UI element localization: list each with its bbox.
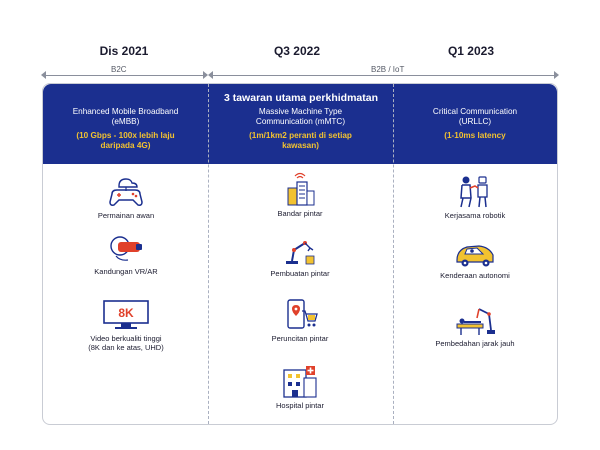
service-label: Kandungan VR/AR <box>94 267 158 276</box>
service-label-line: (8K dan ke atas, UHD) <box>88 343 164 352</box>
service-label: Pembedahan jarak jauh <box>435 339 515 348</box>
service-label: Kenderaan autonomi <box>440 271 510 280</box>
8k-monitor-icon <box>101 299 151 331</box>
service-item-remote-surgery <box>400 304 550 348</box>
b2c-scope-line <box>45 75 203 76</box>
service-label: Pembuatan pintar <box>270 269 330 278</box>
service-label: Kerjasama robotik <box>444 211 506 220</box>
service-label <box>51 334 201 352</box>
robot-arm-icon <box>280 234 320 266</box>
service-label: Bandar pintar <box>277 209 323 218</box>
service-label: Hospital pintar <box>276 401 324 410</box>
phone-cart-icon <box>280 297 320 331</box>
category-spec-line: kawasan) <box>282 141 319 150</box>
hospital-icon <box>280 364 320 398</box>
autonomous-car-icon <box>453 238 497 268</box>
remote-surgery-icon <box>453 304 497 336</box>
category-name-line: Critical Communication <box>432 107 518 116</box>
robot-collab-icon <box>455 174 495 208</box>
service-label-line: Video berkualiti tinggi <box>90 334 162 343</box>
gamepad-cloud-icon <box>106 174 146 208</box>
monitor-screen-text: 8K <box>118 306 134 320</box>
scope-label-b2c: B2C <box>107 65 131 74</box>
service-label: Permainan awan <box>97 211 155 220</box>
service-item-robotic-collaboration <box>400 174 550 220</box>
date-q3-2022: Q3 2022 <box>273 44 321 58</box>
category-spec-line: (1m/1km2 peranti di setiap <box>249 131 352 140</box>
category-name-line: (eMBB) <box>111 117 140 126</box>
smart-city-icon <box>280 172 320 206</box>
b2c-left-arrow-icon <box>41 71 46 79</box>
service-item-vr-ar <box>51 234 201 276</box>
category-urllc-name <box>393 107 557 127</box>
category-name-line: (URLLC) <box>458 117 492 126</box>
category-spec-line: daripada 4G) <box>100 141 151 150</box>
services-panel <box>42 83 558 425</box>
scope-label-b2b-iot: B2B / IoT <box>367 65 408 74</box>
service-item-smart-manufacturing <box>225 234 375 278</box>
service-item-smart-hospital <box>225 364 375 410</box>
service-item-smart-retail <box>225 297 375 343</box>
date-q1-2023: Q1 2023 <box>447 44 495 58</box>
category-embb-name <box>43 107 208 127</box>
category-spec-line: (1-10ms latency <box>444 131 506 140</box>
b2b-left-arrow-icon <box>208 71 213 79</box>
category-mmtc-spec <box>208 131 393 151</box>
service-item-autonomous-vehicle <box>400 238 550 280</box>
category-urllc-spec <box>393 131 557 141</box>
category-name-line: Communication (mMTC) <box>255 117 346 126</box>
category-name-line: Enhanced Mobile Broadband <box>72 107 179 116</box>
service-item-8k-video <box>51 299 201 352</box>
category-name-line: Massive Machine Type <box>258 107 343 116</box>
category-spec-line: (10 Gbps - 100x lebih laju <box>76 131 175 140</box>
service-item-cloud-gaming <box>51 174 201 220</box>
category-embb-spec <box>43 131 208 151</box>
banner-title: 3 tawaran utama perkhidmatan <box>223 92 379 104</box>
service-label: Peruncitan pintar <box>271 334 329 343</box>
category-mmtc-name <box>208 107 393 127</box>
date-dis-2021: Dis 2021 <box>99 44 149 58</box>
service-item-smart-city <box>225 172 375 218</box>
b2b-scope-line <box>212 75 554 76</box>
b2b-right-arrow-icon <box>554 71 559 79</box>
vr-headset-icon <box>106 234 146 264</box>
